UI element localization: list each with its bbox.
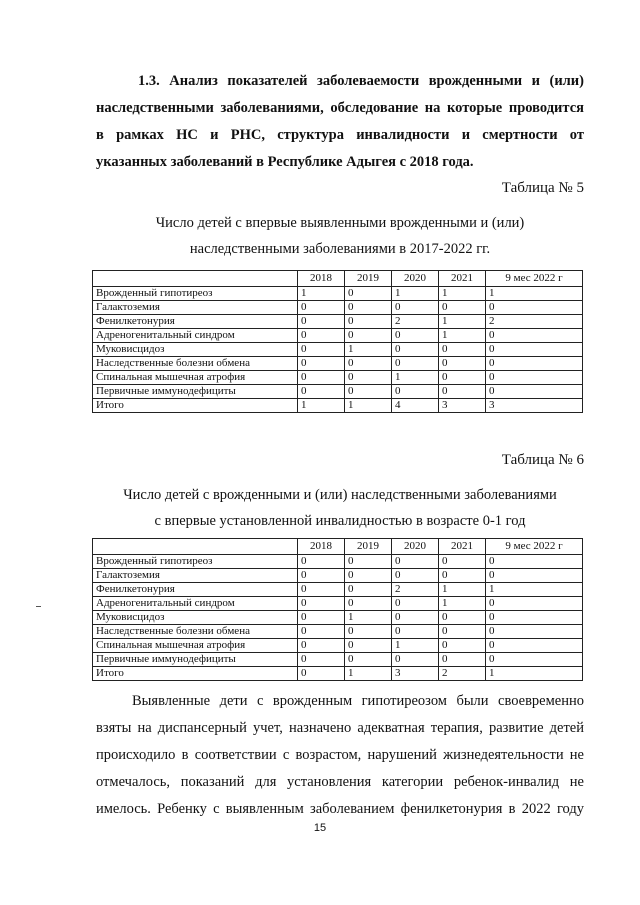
table-cell: 0	[298, 357, 345, 371]
margin-mark	[36, 606, 41, 607]
table-cell: 0	[298, 653, 345, 667]
table-cell: 0	[392, 597, 439, 611]
table-cell: 3	[392, 667, 439, 681]
table-cell: 0	[486, 371, 583, 385]
table-cell: 0	[298, 583, 345, 597]
heading-line: в рамках НС и РНС, структура инвалидности и смертности от	[96, 127, 584, 143]
table5	[92, 270, 583, 413]
table-cell: 0	[298, 597, 345, 611]
body-line: происходило в соответствии с возрастом, нарушений жизнедеятельности не	[96, 747, 584, 763]
table-cell: 0	[345, 385, 392, 399]
table-cell: 0	[392, 385, 439, 399]
header-blank-cell	[93, 539, 298, 555]
table-cell: 0	[486, 301, 583, 315]
table-cell: 2	[392, 315, 439, 329]
table6-caption-line: с впервые установленной инвалидностью в возрасте 0-1 год	[154, 513, 526, 529]
column-header: 9 мес 2022 г	[486, 539, 583, 555]
column-header: 2021	[439, 271, 486, 287]
table-cell: 0	[345, 583, 392, 597]
table-row	[93, 357, 583, 371]
table-cell: 0	[439, 371, 486, 385]
table-cell: 0	[345, 357, 392, 371]
table-cell: 0	[439, 357, 486, 371]
row-label: Фенилкетонурия	[93, 583, 298, 597]
table-cell: 1	[439, 597, 486, 611]
row-label: Первичные иммунодефициты	[93, 385, 298, 399]
body-line: взяты на диспансерный учет, назначено адекватная терапия, развитие детей	[96, 720, 584, 736]
table-cell: 0	[345, 625, 392, 639]
table-row	[93, 597, 583, 611]
table-cell: 0	[298, 639, 345, 653]
heading-line: наследственными заболеваниями, обследование на которые проводится	[96, 100, 584, 116]
table6	[92, 538, 583, 681]
table-row	[93, 315, 583, 329]
table-row	[93, 287, 583, 301]
body-line: отмечалось, показаний для установления категории ребенок-инвалид не	[96, 774, 584, 790]
table-cell: 0	[392, 625, 439, 639]
table-cell: 1	[298, 399, 345, 413]
table-cell: 1	[392, 639, 439, 653]
table-header-row	[93, 271, 583, 287]
table-row	[93, 667, 583, 681]
table-cell: 1	[345, 667, 392, 681]
table-cell: 0	[486, 597, 583, 611]
table-cell: 0	[486, 625, 583, 639]
table-cell: 0	[439, 611, 486, 625]
table-row	[93, 653, 583, 667]
row-label: Итого	[93, 667, 298, 681]
table-cell: 0	[298, 315, 345, 329]
table5-number: Таблица № 5	[501, 180, 584, 196]
table-row	[93, 555, 583, 569]
table-cell: 0	[345, 653, 392, 667]
row-label: Спинальная мышечная атрофия	[93, 639, 298, 653]
table-cell: 3	[439, 399, 486, 413]
table-cell: 0	[345, 569, 392, 583]
table-cell: 0	[345, 329, 392, 343]
column-header: 2019	[345, 539, 392, 555]
table-cell: 0	[439, 385, 486, 399]
body-line: имелось. Ребенку с выявленным заболеванием фенилкетонурия в 2022 году	[96, 801, 584, 817]
column-header: 2019	[345, 271, 392, 287]
table-row	[93, 583, 583, 597]
table-cell: 1	[345, 399, 392, 413]
row-label: Муковисцидоз	[93, 611, 298, 625]
table-cell: 2	[439, 667, 486, 681]
row-label: Муковисцидоз	[93, 343, 298, 357]
table-row	[93, 371, 583, 385]
table-cell: 0	[486, 639, 583, 653]
table-cell: 1	[439, 315, 486, 329]
row-label: Галактоземия	[93, 569, 298, 583]
table-cell: 0	[439, 625, 486, 639]
table5-caption-line: Число детей с впервые выявленными врожденными и (или)	[155, 215, 525, 231]
table-cell: 0	[392, 569, 439, 583]
section-heading	[96, 68, 584, 176]
table-row	[93, 625, 583, 639]
row-label: Адреногенитальный синдром	[93, 597, 298, 611]
table-cell: 0	[298, 329, 345, 343]
table-row	[93, 385, 583, 399]
table-cell: 0	[298, 301, 345, 315]
table5-caption	[96, 210, 584, 262]
table-cell: 1	[439, 287, 486, 301]
row-label: Первичные иммунодефициты	[93, 653, 298, 667]
table-cell: 1	[345, 611, 392, 625]
table-cell: 1	[392, 371, 439, 385]
table-cell: 0	[486, 569, 583, 583]
table-cell: 2	[392, 583, 439, 597]
row-label: Спинальная мышечная атрофия	[93, 371, 298, 385]
table-cell: 1	[486, 583, 583, 597]
table-row	[93, 399, 583, 413]
table-cell: 0	[439, 569, 486, 583]
row-label: Итого	[93, 399, 298, 413]
column-header: 2018	[298, 271, 345, 287]
table-cell: 0	[392, 329, 439, 343]
table-cell: 1	[486, 667, 583, 681]
column-header: 2021	[439, 539, 486, 555]
table-cell: 0	[345, 371, 392, 385]
table-cell: 0	[345, 301, 392, 315]
table-cell: 1	[392, 287, 439, 301]
table-cell: 0	[298, 625, 345, 639]
table-cell: 0	[298, 371, 345, 385]
table-cell: 1	[486, 287, 583, 301]
header-blank-cell	[93, 271, 298, 287]
table-cell: 0	[486, 555, 583, 569]
table-cell: 0	[392, 357, 439, 371]
body-paragraph	[96, 688, 584, 823]
table-cell: 2	[486, 315, 583, 329]
table-cell: 0	[345, 639, 392, 653]
table-cell: 0	[392, 611, 439, 625]
table-cell: 0	[486, 653, 583, 667]
table-row	[93, 611, 583, 625]
table-cell: 3	[486, 399, 583, 413]
table-cell: 0	[298, 555, 345, 569]
column-header: 2020	[392, 539, 439, 555]
body-line: Выявленные дети с врожденным гипотиреозом были своевременно	[132, 693, 584, 709]
column-header: 2020	[392, 271, 439, 287]
row-label: Адреногенитальный синдром	[93, 329, 298, 343]
table-cell: 0	[439, 301, 486, 315]
table-cell: 0	[392, 555, 439, 569]
page-number: 15	[313, 822, 327, 834]
table-row	[93, 569, 583, 583]
table-cell: 0	[298, 667, 345, 681]
row-label: Врожденный гипотиреоз	[93, 555, 298, 569]
column-header: 9 мес 2022 г	[486, 271, 583, 287]
table-row	[93, 301, 583, 315]
table-cell: 1	[439, 329, 486, 343]
table-row	[93, 343, 583, 357]
table-cell: 0	[486, 329, 583, 343]
table-row	[93, 329, 583, 343]
table-cell: 0	[345, 555, 392, 569]
table-cell: 0	[392, 343, 439, 357]
table6-caption-line: Число детей с врожденными и (или) наследственными заболеваниями	[123, 487, 557, 503]
table-cell: 0	[345, 287, 392, 301]
table-cell: 0	[345, 597, 392, 611]
table-cell: 0	[486, 357, 583, 371]
table-cell: 0	[392, 653, 439, 667]
table-header-row	[93, 539, 583, 555]
table-cell: 1	[439, 583, 486, 597]
row-label: Галактоземия	[93, 301, 298, 315]
table-cell: 1	[298, 287, 345, 301]
row-label: Наследственные болезни обмена	[93, 625, 298, 639]
table-cell: 1	[345, 343, 392, 357]
column-header: 2018	[298, 539, 345, 555]
table-cell: 0	[298, 611, 345, 625]
table6-number: Таблица № 6	[501, 452, 584, 468]
table-cell: 0	[486, 385, 583, 399]
table-cell: 0	[486, 611, 583, 625]
table-cell: 0	[298, 385, 345, 399]
table6-caption	[96, 482, 584, 534]
heading-line: 1.3. Анализ показателей заболеваемости врожденными и (или)	[138, 73, 584, 89]
table-row	[93, 639, 583, 653]
table-cell: 4	[392, 399, 439, 413]
heading-line: указанных заболеваний в Республике Адыгея с 2018 года.	[96, 154, 474, 170]
row-label: Фенилкетонурия	[93, 315, 298, 329]
table-cell: 0	[486, 343, 583, 357]
table-cell: 0	[439, 639, 486, 653]
table-cell: 0	[392, 301, 439, 315]
table-cell: 0	[345, 315, 392, 329]
row-label: Врожденный гипотиреоз	[93, 287, 298, 301]
table5-caption-line: наследственными заболеваниями в 2017-2022 гг.	[189, 241, 491, 257]
table-cell: 0	[439, 343, 486, 357]
table-cell: 0	[439, 555, 486, 569]
row-label: Наследственные болезни обмена	[93, 357, 298, 371]
table-cell: 0	[439, 653, 486, 667]
table-cell: 0	[298, 569, 345, 583]
table-cell: 0	[298, 343, 345, 357]
